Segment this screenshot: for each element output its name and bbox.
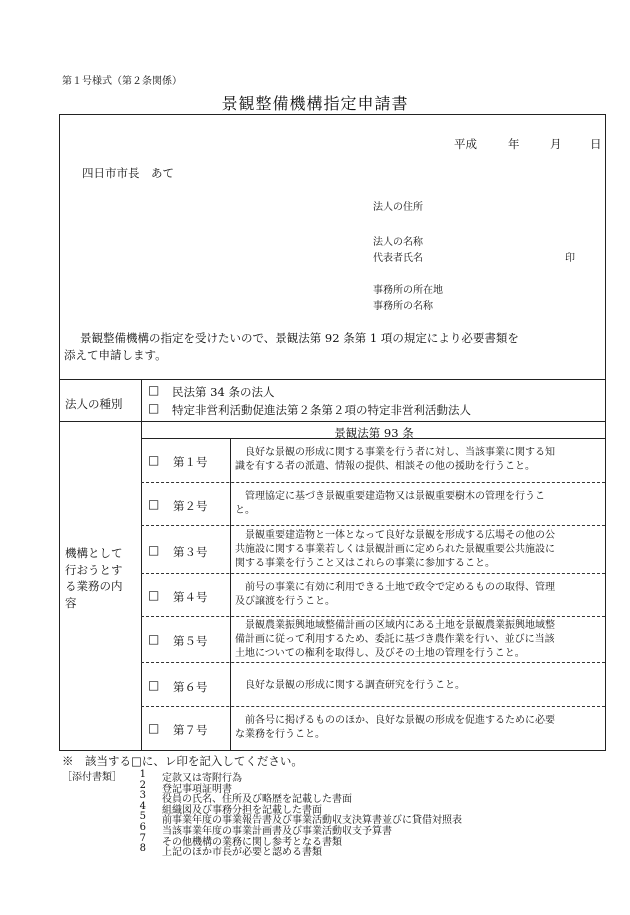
attachment-item: 当該事業年度の事業計画書及び事業活動収支予算書 <box>162 825 392 837</box>
representative-label: 代表者氏名 <box>373 253 423 264</box>
attachments-label: ［添付書類］ <box>62 772 122 783</box>
item-desc-5: 景観農業振興地域整備計画の区域内にある土地を景観農業振興地域整 備計画に従って利用するため、委託に基づき農作業を行い、並びに当該 土地についての権利を取得し、及びその土地の管理を行うこと。 <box>235 620 555 659</box>
date-day: 日 <box>590 137 602 151</box>
checkbox-civil-code-corp[interactable]: □ <box>148 383 160 397</box>
attachments-numbers: 1 2 3 4 5 6 7 8 <box>139 769 146 855</box>
attachment-item: 定款又は寄附行為 <box>162 773 242 784</box>
seal-mark: 印 <box>565 253 575 264</box>
item-no-7: 第７号 <box>173 723 208 737</box>
checkbox-item-1[interactable]: □ <box>148 453 160 467</box>
application-form <box>59 114 606 751</box>
attachment-item: その他機構の業務に関し参考となる書類 <box>162 836 342 848</box>
checkbox-item-6[interactable]: □ <box>148 678 160 692</box>
attachment-item: 役員の氏名、住所及び略歴を記載した書面 <box>162 794 352 806</box>
checkbox-item-4[interactable]: □ <box>148 588 160 602</box>
attachment-item: 組織図及び事務分担を記載した書面 <box>162 804 322 816</box>
checkbox-note: ※ 該当する□に、レ印を記入してください。 <box>62 754 303 768</box>
statement-line-2: 添えて申請します。 <box>64 348 167 362</box>
item-desc-1: 良好な景観の形成に関する事業を行う者に対し、当該事業に関する知 識を有する者の派遣、情報の提供、相談その他の援助を行うこと。 <box>235 447 555 472</box>
applicant-name-label: 法人の名称 <box>373 237 423 248</box>
corp-type-label: 法人の種別 <box>65 397 123 411</box>
item-no-6: 第６号 <box>173 680 208 694</box>
office-name-label: 事務所の名称 <box>373 301 433 312</box>
attachment-item: 前事業年度の事業報告書及び事業活動収支決算書並びに貸借対照表 <box>162 815 462 827</box>
item-no-4: 第４号 <box>173 590 208 604</box>
date-era: 平成 <box>454 137 477 151</box>
business-label: 機構として 行おうとす る業務の内 容 <box>65 546 123 610</box>
option-npo-corp: 特定非営利活動促進法第２条第２項の特定非営利活動法人 <box>172 403 471 417</box>
item-desc-4: 前号の事業に有効に利用できる土地で政令で定めるものの取得、管理 及び譲渡を行うこと。 <box>235 582 555 607</box>
attachments-list <box>162 769 462 859</box>
applicant-address-label: 法人の住所 <box>373 202 423 213</box>
option-civil-code-corp: 民法第 34 条の法人 <box>172 385 275 399</box>
law-article-header: 景観法第 93 条 <box>334 426 414 440</box>
checkbox-item-7[interactable]: □ <box>148 721 160 735</box>
item-desc-3: 景観重要建造物と一体となって良好な景観を形成する広場その他の公 共施設に関する事業若しくは景観計画に定められた景観重要公共施設に 関する事業を行うこと又はこれらの事業に参加すること。 <box>235 530 555 569</box>
addressee: 四日市市長 あて <box>82 166 174 180</box>
item-no-2: 第２号 <box>173 499 208 513</box>
form-number-label: 第１号様式（第２条関係） <box>62 76 182 87</box>
item-no-3: 第３号 <box>173 545 208 559</box>
checkbox-item-2[interactable]: □ <box>148 497 160 511</box>
office-location-label: 事務所の所在地 <box>373 285 443 296</box>
item-desc-7: 前各号に掲げるもののほか、良好な景観の形成を促進するために必要 な業務を行うこと。 <box>235 715 555 740</box>
item-desc-2: 管理協定に基づき景観重要建造物又は景観重要樹木の管理を行うこ と。 <box>235 491 545 516</box>
attachment-item: 登記事項証明書 <box>162 783 232 795</box>
checkbox-npo-corp[interactable]: □ <box>148 401 160 415</box>
page-title: 景観整備機構指定申請書 <box>221 94 409 113</box>
date-month: 月 <box>550 137 562 151</box>
item-desc-6: 良好な景観の形成に関する調査研究を行うこと。 <box>235 680 465 691</box>
item-no-5: 第５号 <box>173 634 208 648</box>
statement-line-1: 景観整備機構の指定を受けたいので、景観法第 92 条第 1 項の規定により必要書類を <box>80 331 519 345</box>
checkbox-item-3[interactable]: □ <box>148 543 160 557</box>
attachment-item: 上記のほか市長が必要と認める書類 <box>162 847 322 859</box>
item-no-1: 第１号 <box>173 455 208 469</box>
checkbox-item-5[interactable]: □ <box>148 632 160 646</box>
date-year: 年 <box>508 137 520 151</box>
